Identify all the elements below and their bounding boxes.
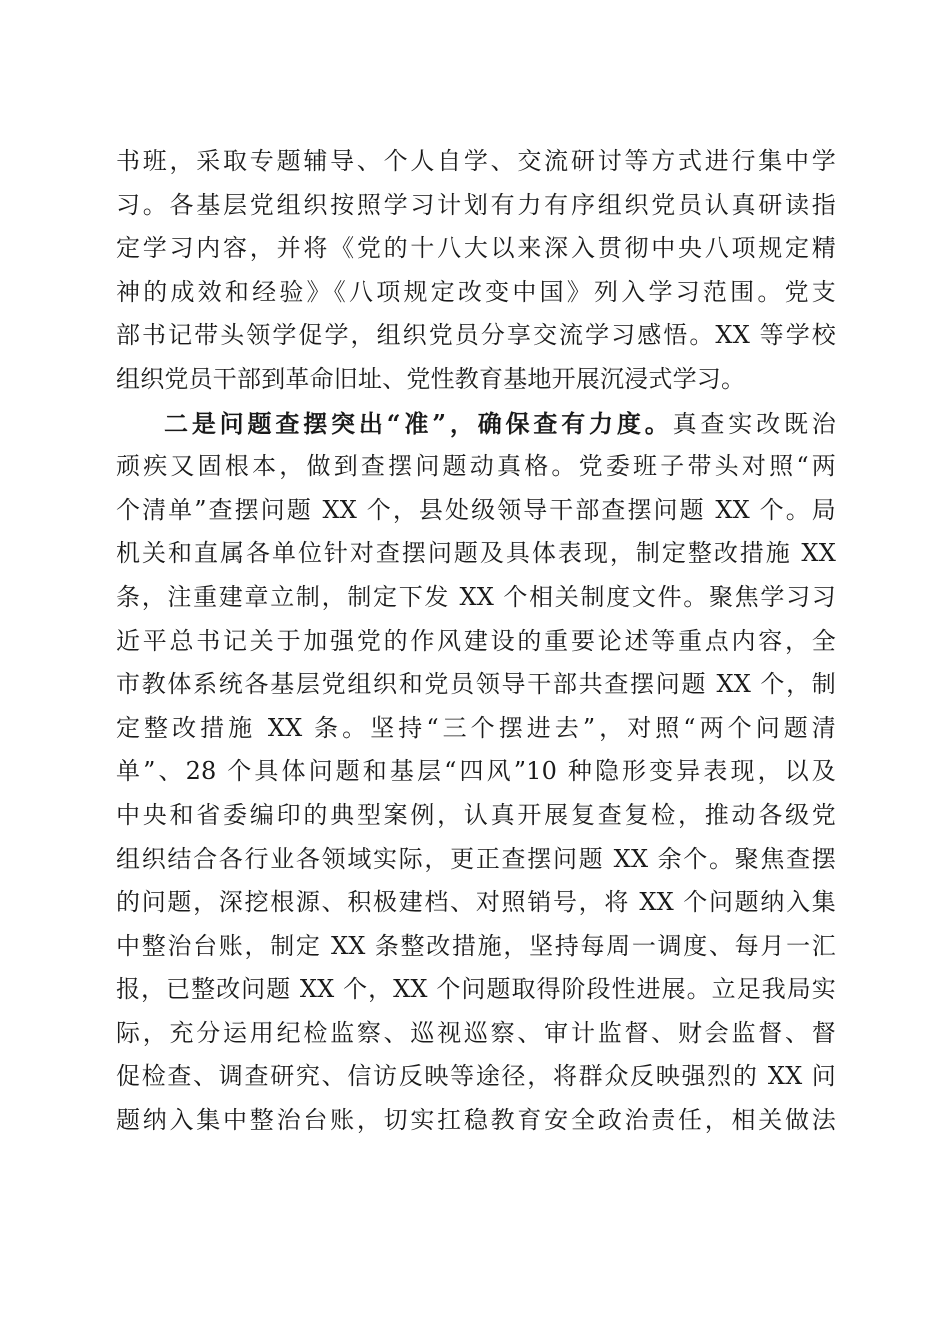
text-line: 组织党员干部到革命旧址、党性教育基地开展沉浸式学习。 [116, 364, 746, 393]
text-line: 神的成效和经验》《八项规定改变中国》列入学习范围。党支 [116, 277, 836, 306]
text-line: 条，注重建章立制，制定下发 XX 个相关制度文件。聚焦学习习 [116, 582, 836, 611]
text-line: 际，充分运用纪检监察、巡视巡察、审计监督、财会监督、督 [116, 1018, 836, 1047]
text-line: 中整治台账，制定 XX 条整改措施，坚持每周一调度、每月一汇 [116, 931, 836, 960]
text-line: 组织结合各行业各领域实际，更正查摆问题 XX 余个。聚焦查摆 [116, 844, 836, 873]
text-line: 定整改措施 XX 条。坚持“三个摆进去”，对照“两个问题清 [116, 713, 836, 742]
text-line: 报，已整改问题 XX 个，XX 个问题取得阶段性进展。立足我局实 [116, 975, 836, 1004]
text-line: 近平总书记关于加强党的作风建设的重要论述等重点内容，全 [116, 626, 836, 655]
text-line: 题纳入集中整治台账，切实扛稳教育安全政治责任，相关做法 [116, 1106, 836, 1135]
body-text [116, 140, 836, 1143]
paragraph-2-first-line [116, 402, 836, 446]
text-line: 市教体系统各基层党组织和党员领导干部共查摆问题 XX 个，制 [116, 670, 836, 699]
text-line: 机关和直属各单位针对查摆问题及具体表现，制定整改措施 XX [116, 539, 836, 568]
text-line: 的问题，深挖根源、积极建档、对照销号，将 XX 个问题纳入集 [116, 888, 836, 917]
text-line: 部书记带头领学促学，组织党员分享交流学习感悟。XX 等学校 [116, 321, 836, 350]
text-line: 书班，采取专题辅导、个人自学、交流研讨等方式进行集中学 [116, 147, 836, 175]
text-line: 个清单”查摆问题 XX 个，县处级领导干部查摆问题 XX 个。局 [116, 495, 836, 524]
paragraph-heading: 二是问题查摆突出“准”，确保查有力度。 [164, 408, 673, 438]
text-line: 定学习内容，并将《党的十八大以来深入贯彻中央八项规定精 [116, 234, 836, 263]
text-fragment: 真查实改既治 [672, 409, 836, 438]
text-line: 中央和省委编印的典型案例，认真开展复查复检，推动各级党 [116, 800, 836, 829]
text-line: 单”、28 个具体问题和基层“四风”10 种隐形变异表现，以及 [116, 757, 836, 786]
text-line: 促检查、调查研究、信访反映等途径，将群众反映强烈的 XX 问 [116, 1062, 836, 1091]
text-line: 习。各基层党组织按照学习计划有力有序组织党员认真研读指 [116, 190, 836, 219]
text-line: 顽疾又固根本，做到查摆问题动真格。党委班子带头对照“两 [116, 452, 836, 481]
